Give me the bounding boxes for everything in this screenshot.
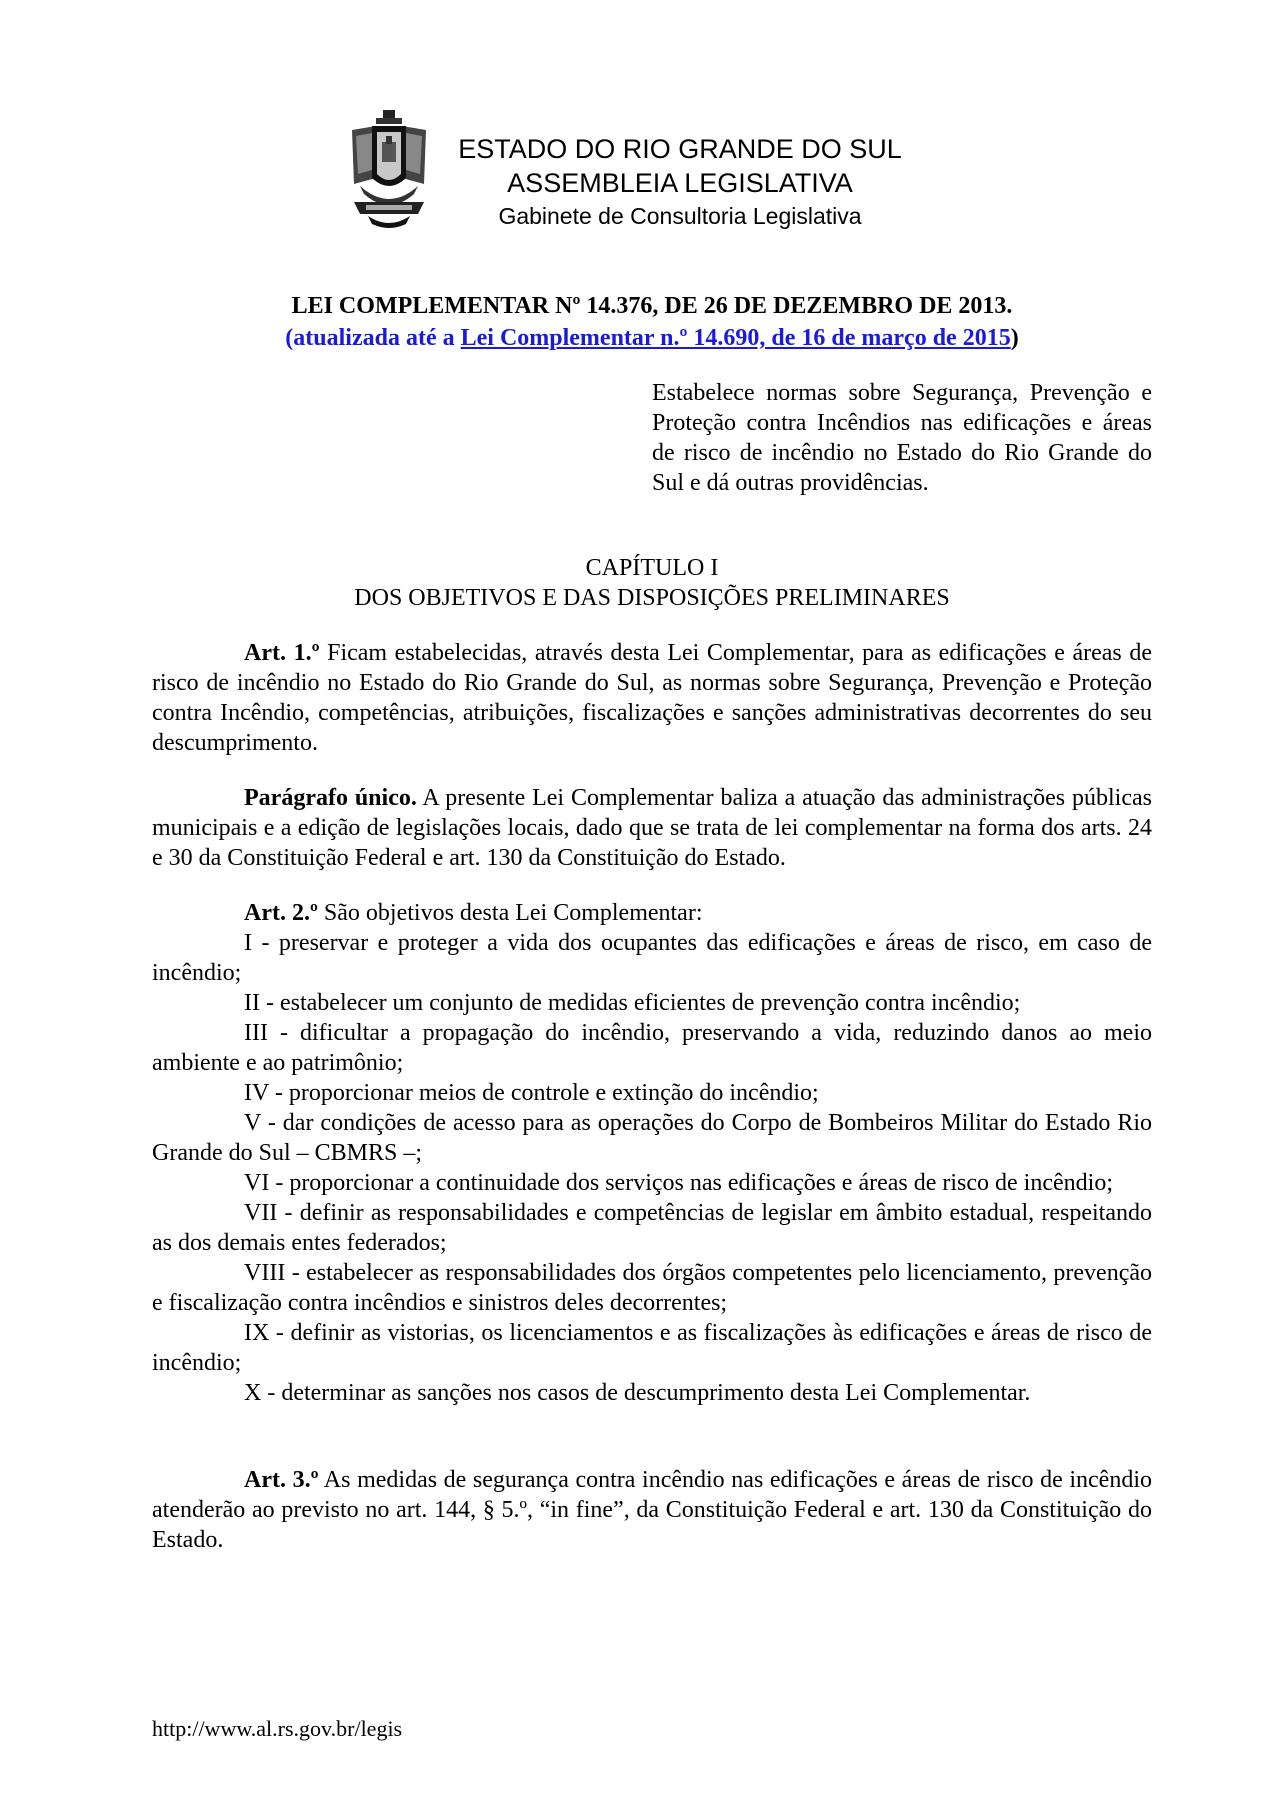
chapter-number: CAPÍTULO I: [585, 555, 719, 581]
assembly-name: ASSEMBLEIA LEGISLATIVA: [507, 168, 853, 198]
article-2-item-iv: IV - proporcionar meios de controle e extinção do incêndio;: [244, 1080, 819, 1106]
footer-url: http://www.al.rs.gov.br/legis: [152, 1716, 403, 1741]
article-2-item-vi: VI - proporcionar a continuidade dos serviços nas edificações e áreas de risco de incêndio;: [244, 1170, 1113, 1196]
coat-of-arms-icon: [346, 108, 432, 228]
article-1-text: Ficam estabelecidas, através desta Lei Complementar, para as edificações e áreas de risco de incêndio no Estado do Rio Grande do Sul, as normas sobre Segurança, Prevenção e Proteção contra Incêndio, competências, atribuições, fiscalizações e sanções administrativas decorrentes do seu descumprimento.: [152, 640, 1152, 756]
article-3-label: Art. 3.º: [244, 1467, 319, 1493]
article-3: [152, 1465, 1152, 1555]
article-2-label: Art. 2.º: [244, 900, 318, 926]
update-suffix: ): [1010, 325, 1019, 351]
article-2-item-ix: IX - definir as vistorias, os licenciamentos e as fiscalizações às edificações e áreas de risco de incêndio;: [152, 1320, 1152, 1376]
law-title: LEI COMPLEMENTAR Nº 14.376, DE 26 DE DEZEMBRO DE 2013.: [291, 293, 1013, 319]
state-name: ESTADO DO RIO GRANDE DO SUL: [458, 134, 902, 164]
document-header: [0, 0, 1280, 240]
article-2: [152, 898, 1152, 1408]
article-2-item-i: I - preservar e proteger a vida dos ocupantes das edificações e áreas de risco, em caso de incêndio;: [152, 930, 1152, 986]
header-text: [430, 132, 930, 232]
article-1: [152, 638, 1152, 758]
paragrafo-unico-paragraph: [152, 783, 1152, 873]
article-2-item-vii: VII - definir as responsabilidades e competências de legislar em âmbito estadual, respeitando as dos demais entes federados;: [152, 1200, 1152, 1256]
update-prefix: (atualizada até a: [285, 325, 461, 351]
article-1-paragraph: [152, 638, 1152, 758]
paragrafo-unico-label: Parágrafo único.: [244, 785, 417, 811]
office-name: Gabinete de Consultoria Legislativa: [498, 203, 862, 229]
article-2-text: São objetivos desta Lei Complementar:: [317, 900, 703, 926]
law-summary: Estabelece normas sobre Segurança, Prevenção e Proteção contra Incêndios nas edificações e áreas de risco de incêndio no Estado do Rio Grande do Sul e dá outras providências.: [652, 380, 1152, 496]
article-2-item-v: V - dar condições de acesso para as operações do Corpo de Bombeiros Militar do Estado Rio Grande do Sul – CBMRS –;: [152, 1110, 1152, 1166]
amending-law-link[interactable]: Lei Complementar n.º 14.690, de 16 de março de 2015: [460, 325, 1011, 351]
article-1-label: Art. 1.º: [244, 640, 320, 666]
article-2-item-x: X - determinar as sanções nos casos de descumprimento desta Lei Complementar.: [244, 1380, 1031, 1406]
article-2-item-ii: II - estabelecer um conjunto de medidas eficientes de prevenção contra incêndio;: [244, 990, 1021, 1016]
article-3-paragraph: [152, 1465, 1152, 1555]
chapter-heading: [152, 553, 1152, 613]
article-3-text: As medidas de segurança contra incêndio nas edificações e áreas de risco de incêndio atenderão ao previsto no art. 144, § 5.º, “in fine”, da Constituição Federal e art. 130 da Constituição do Estado.: [152, 1467, 1152, 1553]
chapter-title: DOS OBJETIVOS E DAS DISPOSIÇÕES PRELIMINARES: [354, 585, 950, 611]
paragrafo-unico: [152, 783, 1152, 873]
law-update-note: [152, 322, 1152, 354]
paragrafo-unico-text: A presente Lei Complementar baliza a atuação das administrações públicas municipais e a edição de legislações locais, dado que se trata de lei complementar na forma dos arts. 24 e 30 da Constituição Federal e art. 130 da Constituição do Estado.: [152, 785, 1152, 871]
article-2-paragraph: [152, 898, 1152, 928]
article-2-item-viii: VIII - estabelecer as responsabilidades dos órgãos competentes pelo licenciamento, prevenção e fiscalização contra incêndios e sinistros deles decorrentes;: [152, 1260, 1152, 1316]
article-2-item-iii: III - dificultar a propagação do incêndio, preservando a vida, reduzindo danos ao meio ambiente e ao patrimônio;: [152, 1020, 1152, 1076]
